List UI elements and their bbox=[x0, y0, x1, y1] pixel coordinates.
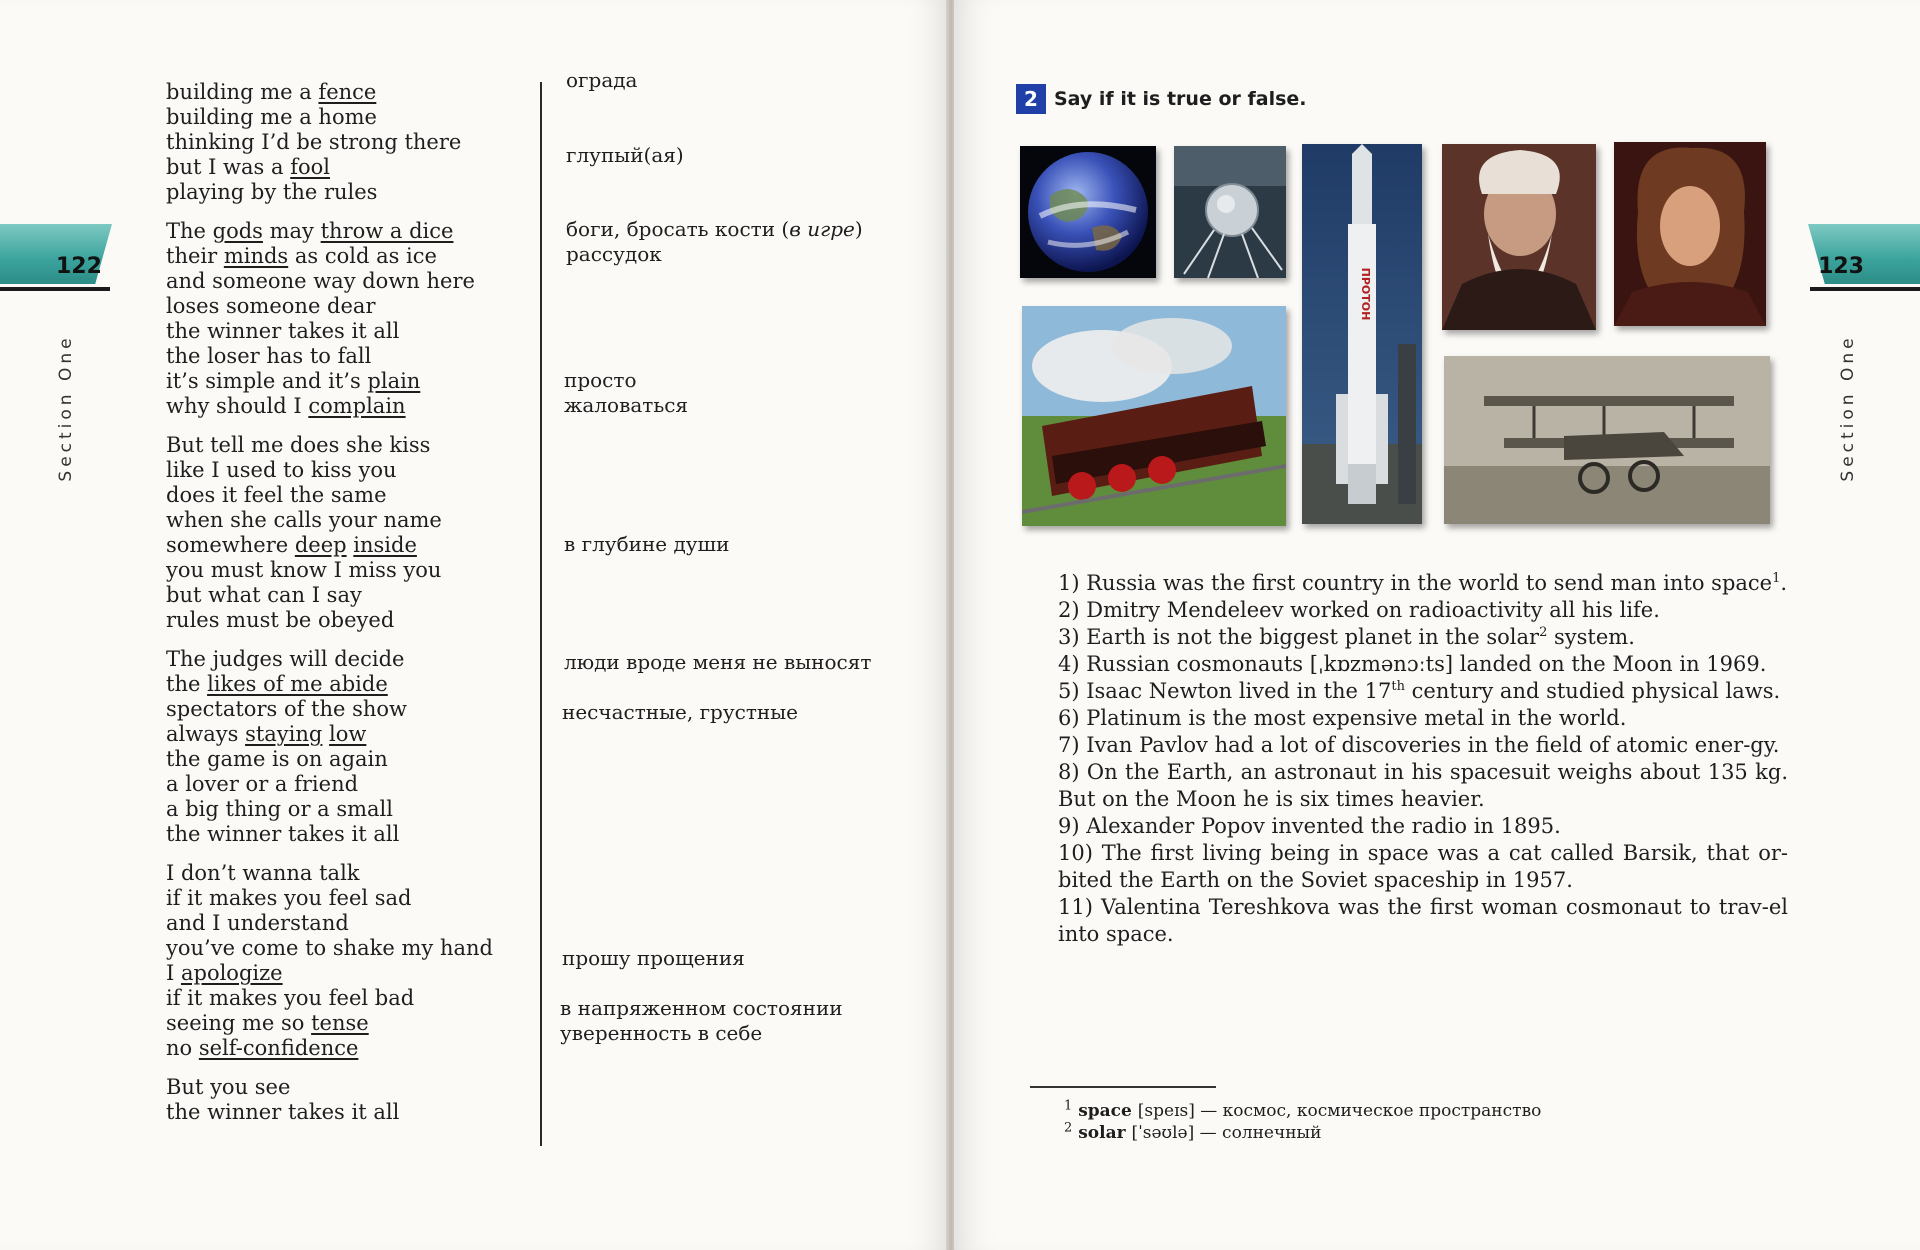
footnote-rule bbox=[1030, 1086, 1216, 1088]
footnote bbox=[1064, 1100, 1541, 1122]
gloss-entry bbox=[566, 68, 637, 93]
lyric-line bbox=[166, 219, 561, 244]
lyric-line bbox=[166, 105, 561, 130]
gloss-text: рассудок bbox=[566, 242, 662, 266]
gloss-entry bbox=[562, 946, 745, 971]
lyric-text: I don’t wanna talk bbox=[166, 861, 360, 885]
gloss-entry bbox=[566, 217, 863, 242]
rocket-label: ПРОТОН bbox=[1359, 267, 1372, 321]
statement-text: 9) Alexander Popov invented the radio in 1895. bbox=[1058, 814, 1561, 838]
statement-text: 8) On the Earth, an astronaut in his spacesuit weighs about 135 kg. But on the Moon he is six times heavier. bbox=[1058, 760, 1788, 811]
vocabulary-word: minds bbox=[223, 244, 289, 268]
statement-text: 3) Earth is not the biggest planet in the solar bbox=[1058, 625, 1540, 649]
footnote-word: space bbox=[1072, 1101, 1138, 1121]
lyric-line bbox=[166, 911, 561, 936]
footnote-word: solar bbox=[1072, 1123, 1132, 1143]
gloss-text: несчастные, грустные bbox=[562, 700, 798, 724]
lyric-line bbox=[166, 483, 561, 508]
gloss-entry bbox=[566, 242, 662, 267]
statement bbox=[1058, 570, 1788, 597]
vocabulary-word: inside bbox=[353, 533, 417, 557]
footnote-mark: 1 bbox=[1064, 1098, 1073, 1114]
gloss-entry bbox=[562, 700, 798, 725]
exercise-number-badge: 2 bbox=[1016, 84, 1046, 114]
lyric-text: But tell me does she kiss bbox=[166, 433, 431, 457]
vocabulary-word: throw a dice bbox=[320, 219, 454, 243]
lyric-line bbox=[166, 1075, 561, 1100]
vocabulary-word: apologize bbox=[180, 961, 283, 985]
superscript: th bbox=[1391, 679, 1405, 694]
earth-photo bbox=[1020, 146, 1156, 278]
lyric-text: why should I bbox=[166, 394, 309, 418]
column-divider bbox=[540, 82, 542, 1146]
vocabulary-word: likes of me abide bbox=[207, 672, 388, 696]
gloss-entry bbox=[564, 650, 871, 675]
lyric-line bbox=[166, 1100, 561, 1125]
gloss-entry bbox=[564, 532, 729, 557]
stanza bbox=[166, 861, 561, 1061]
gloss-text: уверенность в себе bbox=[560, 1021, 763, 1045]
lyric-line bbox=[166, 986, 561, 1011]
statement-text: 10) The first living being in space was a cat called Barsik, that or-bited the Earth on the Soviet spaceship in 1957. bbox=[1058, 841, 1788, 892]
statement bbox=[1058, 651, 1788, 678]
newton-portrait bbox=[1614, 142, 1766, 326]
lyric-line bbox=[166, 697, 561, 722]
statement bbox=[1058, 759, 1788, 813]
statement bbox=[1058, 840, 1788, 894]
lyric-text: rules must be obeyed bbox=[166, 608, 395, 632]
proton-rocket-photo bbox=[1302, 144, 1422, 524]
lyric-text: when she calls your name bbox=[166, 508, 442, 532]
statement-text: 4) Russian cosmonauts [ˌkɒzmənɔːts] landed on the Moon in 1969. bbox=[1058, 652, 1767, 676]
gloss-text: ограда bbox=[566, 68, 638, 92]
gloss-entry bbox=[560, 996, 843, 1021]
biplane-photo bbox=[1444, 356, 1770, 524]
gloss-entry bbox=[566, 143, 684, 168]
lyric-text: somewhere bbox=[166, 533, 295, 557]
vocabulary-word: tense bbox=[311, 1011, 369, 1035]
lyric-line bbox=[166, 583, 561, 608]
vocabulary-word: self-confidence bbox=[198, 1036, 359, 1060]
lyric-line bbox=[166, 369, 561, 394]
footnote bbox=[1064, 1122, 1541, 1144]
statement-text: 11) Valentina Tereshkova was the first woman cosmonaut to trav-el into space. bbox=[1058, 895, 1788, 946]
lyric-line bbox=[166, 886, 561, 911]
gloss-text: люди вроде меня не выносят bbox=[564, 650, 872, 674]
lyric-text: loses someone dear bbox=[166, 294, 376, 318]
steam-locomotive-photo bbox=[1022, 306, 1286, 526]
lyric-text: may bbox=[262, 219, 321, 243]
lyric-text: the winner takes it all bbox=[166, 319, 400, 343]
true-false-statements bbox=[1058, 570, 1788, 948]
superscript: 2 bbox=[1539, 625, 1548, 640]
lyric-text: their bbox=[166, 244, 224, 268]
lyric-text: building me a bbox=[166, 80, 319, 104]
vocabulary-word: staying bbox=[245, 722, 323, 746]
footnotes bbox=[1064, 1100, 1541, 1144]
lyric-text: the winner takes it all bbox=[166, 1100, 400, 1124]
lyric-line bbox=[166, 294, 561, 319]
section-label-right: Section One bbox=[1838, 334, 1858, 482]
statement bbox=[1058, 813, 1788, 840]
page-number-tab-left bbox=[0, 224, 112, 284]
lyric-text: always bbox=[166, 722, 246, 746]
lyric-text: if it makes you feel sad bbox=[166, 886, 412, 910]
statement-text: 6) Platinum is the most expensive metal in the world. bbox=[1058, 706, 1627, 730]
lyric-line bbox=[166, 180, 561, 205]
gloss-entry bbox=[560, 1021, 762, 1046]
lyric-text: you must know I miss you bbox=[166, 558, 442, 582]
lyric-line bbox=[166, 647, 561, 672]
lyric-line bbox=[166, 722, 561, 747]
lyric-text: no bbox=[166, 1036, 199, 1060]
lyric-line bbox=[166, 558, 561, 583]
statement-text: system. bbox=[1547, 625, 1635, 649]
lyric-line bbox=[166, 608, 561, 633]
lyric-line bbox=[166, 936, 561, 961]
lyric-line bbox=[166, 394, 561, 419]
superscript: 1 bbox=[1772, 571, 1781, 586]
lyric-line bbox=[166, 269, 561, 294]
lyric-line bbox=[166, 533, 561, 558]
lyric-text: the game is on again bbox=[166, 747, 388, 771]
footnote-ipa: [speɪs] bbox=[1137, 1101, 1201, 1121]
lyric-line bbox=[166, 822, 561, 847]
mendeleev-portrait bbox=[1442, 144, 1596, 330]
exercise-header bbox=[1016, 84, 1307, 114]
gloss-text: в глубине души bbox=[564, 532, 730, 556]
vocabulary-word: low bbox=[329, 722, 367, 746]
gloss-entry bbox=[564, 368, 636, 393]
gloss-text: глупый(ая) bbox=[566, 143, 684, 167]
footnote-meaning: — солнечный bbox=[1199, 1123, 1322, 1143]
lyric-text: the loser has to fall bbox=[166, 344, 372, 368]
gloss-text: прошу прощения bbox=[562, 946, 745, 970]
left-page bbox=[0, 0, 948, 1250]
lyric-text: building me a home bbox=[166, 105, 377, 129]
lyric-line bbox=[166, 508, 561, 533]
lyric-line bbox=[166, 1036, 561, 1061]
vocabulary-word: complain bbox=[308, 394, 406, 418]
lyric-line bbox=[166, 961, 561, 986]
lyric-line bbox=[166, 155, 561, 180]
stanza bbox=[166, 1075, 561, 1125]
vocabulary-word: fence bbox=[318, 80, 377, 104]
footnote-mark: 2 bbox=[1064, 1120, 1073, 1136]
statement-text: 5) Isaac Newton lived in the 17 bbox=[1058, 679, 1392, 703]
lyric-text: but I was a bbox=[166, 155, 291, 179]
lyric-text: seeing me so bbox=[166, 1011, 312, 1035]
lyric-text: The judges will decide bbox=[166, 647, 405, 671]
lyric-text: playing by the rules bbox=[166, 180, 378, 204]
statement-text: 7) Ivan Pavlov had a lot of discoveries in the field of atomic ener-gy. bbox=[1058, 733, 1780, 757]
lyric-text: does it feel the same bbox=[166, 483, 387, 507]
lyric-text: but what can I say bbox=[166, 583, 362, 607]
lyric-line bbox=[166, 797, 561, 822]
lyric-line bbox=[166, 772, 561, 797]
stanza bbox=[166, 219, 561, 419]
lyric-line bbox=[166, 130, 561, 155]
lyric-text: a lover or a friend bbox=[166, 772, 359, 796]
lyric-text: it’s simple and it’s bbox=[166, 369, 368, 393]
lyric-text: thinking I’d be strong there bbox=[166, 130, 462, 154]
gloss-text: жаловаться bbox=[564, 393, 689, 417]
vocabulary-word: plain bbox=[367, 369, 421, 393]
stanza bbox=[166, 80, 561, 205]
lyric-text: I bbox=[166, 961, 181, 985]
lyric-text: and someone way down here bbox=[166, 269, 475, 293]
statement bbox=[1058, 894, 1788, 948]
lyric-line bbox=[166, 80, 561, 105]
gloss-text: в напряженном состоянии bbox=[560, 996, 843, 1020]
stanza bbox=[166, 647, 561, 847]
song-lyrics bbox=[166, 80, 561, 1139]
statement-text: 2) Dmitry Mendeleev worked on radioactivity all his life. bbox=[1058, 598, 1660, 622]
exercise-instruction: Say if it is true or false. bbox=[1054, 88, 1307, 110]
stanza bbox=[166, 433, 561, 633]
vocabulary-word: deep bbox=[294, 533, 347, 557]
lyric-line bbox=[166, 861, 561, 886]
lyric-text: like I used to kiss you bbox=[166, 458, 397, 482]
gloss-text: просто bbox=[564, 368, 637, 392]
lyric-line bbox=[166, 672, 561, 697]
page-number-right: 123 bbox=[1818, 254, 1864, 279]
lyric-line bbox=[166, 433, 561, 458]
page-number-left: 122 bbox=[56, 254, 102, 279]
statement bbox=[1058, 597, 1788, 624]
lyric-line bbox=[166, 319, 561, 344]
lyric-line bbox=[166, 1011, 561, 1036]
footnote-meaning: — космос, космическое пространство bbox=[1200, 1101, 1542, 1121]
lyric-text: if it makes you feel bad bbox=[166, 986, 415, 1010]
lyric-line bbox=[166, 244, 561, 269]
lyric-text: you’ve come to shake my hand bbox=[166, 936, 493, 960]
lyric-text: the bbox=[166, 672, 208, 696]
lyric-text: spectators of the show bbox=[166, 697, 408, 721]
statement-text: 1) Russia was the first country in the world to send man into space bbox=[1058, 571, 1773, 595]
statement bbox=[1058, 624, 1788, 651]
vocabulary-word: gods bbox=[212, 219, 263, 243]
lyric-text: The bbox=[166, 219, 213, 243]
lyric-text: and I understand bbox=[166, 911, 349, 935]
page-number-tab-right bbox=[1808, 224, 1920, 284]
section-label-left: Section One bbox=[56, 334, 76, 482]
lyric-text: as cold as ice bbox=[288, 244, 437, 268]
lyric-text: But you see bbox=[166, 1075, 291, 1099]
sputnik-photo bbox=[1174, 146, 1286, 278]
statement bbox=[1058, 678, 1788, 705]
gloss-text: ) bbox=[854, 217, 863, 241]
footnote-ipa: [ˈsəʊlə] bbox=[1131, 1123, 1200, 1143]
statement-text: century and studied physical laws. bbox=[1405, 679, 1781, 703]
vocabulary-word: fool bbox=[290, 155, 330, 179]
statement-text: . bbox=[1780, 571, 1788, 595]
gloss-text: боги, бросать кости ( bbox=[566, 217, 790, 241]
lyric-text: a big thing or a small bbox=[166, 797, 393, 821]
gloss-entry bbox=[564, 393, 688, 418]
lyric-line bbox=[166, 747, 561, 772]
lyric-line bbox=[166, 344, 561, 369]
lyric-line bbox=[166, 458, 561, 483]
statement bbox=[1058, 705, 1788, 732]
statement bbox=[1058, 732, 1788, 759]
gloss-note: в игре bbox=[789, 217, 855, 241]
lyric-text: the winner takes it all bbox=[166, 822, 400, 846]
